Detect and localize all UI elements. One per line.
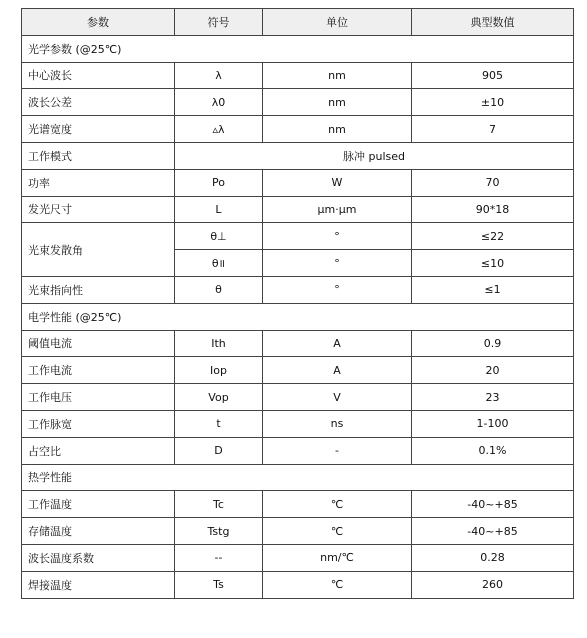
unit-cell: ° [263, 276, 412, 303]
header-symbol: 符号 [175, 9, 263, 36]
table-row [22, 330, 574, 357]
param-cell: 光谱宽度 [22, 116, 175, 143]
table-header-row [22, 9, 574, 36]
param-cell: 工作电流 [22, 357, 175, 384]
table-row [22, 384, 574, 411]
unit-cell: A [263, 330, 412, 357]
header-param: 参数 [22, 9, 175, 36]
param-cell: 光束发散角 [22, 223, 175, 277]
unit-cell: ℃ [263, 571, 412, 598]
unit-cell: ℃ [263, 518, 412, 545]
section-title: 电学性能 (@25℃) [22, 303, 574, 330]
symbol-cell: L [175, 196, 263, 223]
param-cell: 波长温度系数 [22, 544, 175, 571]
unit-cell: nm [263, 89, 412, 116]
unit-cell: nm [263, 62, 412, 89]
table-row [22, 437, 574, 464]
value-cell: 90*18 [412, 196, 574, 223]
unit-cell: - [263, 437, 412, 464]
unit-cell: ° [263, 250, 412, 277]
symbol-cell: λ [175, 62, 263, 89]
table-row [22, 571, 574, 598]
value-cell: 7 [412, 116, 574, 143]
unit-cell: μm·μm [263, 196, 412, 223]
param-cell: 光束指向性 [22, 276, 175, 303]
unit-cell: ° [263, 223, 412, 250]
param-cell: 工作电压 [22, 384, 175, 411]
symbol-cell: Po [175, 169, 263, 196]
value-cell: -40~+85 [412, 491, 574, 518]
symbol-cell: Ts [175, 571, 263, 598]
symbol-cell: Vop [175, 384, 263, 411]
unit-cell: nm [263, 116, 412, 143]
value-cell: 1-100 [412, 410, 574, 437]
value-cell: 905 [412, 62, 574, 89]
param-cell: 阈值电流 [22, 330, 175, 357]
header-value: 典型数值 [412, 9, 574, 36]
value-cell: 70 [412, 169, 574, 196]
param-cell: 中心波长 [22, 62, 175, 89]
header-unit: 单位 [263, 9, 412, 36]
table-row [22, 89, 574, 116]
symbol-cell: ▵λ [175, 116, 263, 143]
unit-cell: ℃ [263, 491, 412, 518]
symbol-cell: λ0 [175, 89, 263, 116]
symbol-cell: θ [175, 276, 263, 303]
unit-cell: ns [263, 410, 412, 437]
value-cell: 0.1% [412, 437, 574, 464]
param-cell: 工作模式 [22, 142, 175, 169]
value-cell: 260 [412, 571, 574, 598]
symbol-cell: Tc [175, 491, 263, 518]
table-row [22, 276, 574, 303]
symbol-cell: Iop [175, 357, 263, 384]
value-cell: 0.28 [412, 544, 574, 571]
table-row [22, 357, 574, 384]
symbol-cell: t [175, 410, 263, 437]
section-optical [22, 35, 574, 62]
table-row [22, 62, 574, 89]
unit-cell: W [263, 169, 412, 196]
table-row [22, 142, 574, 169]
table-row [22, 116, 574, 143]
table-row [22, 518, 574, 545]
symbol-cell: θ⊥ [175, 223, 263, 250]
table-row [22, 491, 574, 518]
param-cell: 波长公差 [22, 89, 175, 116]
value-cell: -40~+85 [412, 518, 574, 545]
value-cell: 0.9 [412, 330, 574, 357]
section-thermal [22, 464, 574, 491]
table-row [22, 196, 574, 223]
symbol-cell: D [175, 437, 263, 464]
param-cell: 焊接温度 [22, 571, 175, 598]
param-cell: 工作脉宽 [22, 410, 175, 437]
value-cell: ≤10 [412, 250, 574, 277]
param-cell: 发光尺寸 [22, 196, 175, 223]
symbol-cell: Ith [175, 330, 263, 357]
value-cell: ≤22 [412, 223, 574, 250]
table-row [22, 544, 574, 571]
symbol-cell: Tstg [175, 518, 263, 545]
unit-cell: A [263, 357, 412, 384]
param-cell: 功率 [22, 169, 175, 196]
spec-table [21, 8, 574, 599]
param-cell: 占空比 [22, 437, 175, 464]
param-cell: 工作温度 [22, 491, 175, 518]
value-cell: ≤1 [412, 276, 574, 303]
section-title: 光学参数 (@25℃) [22, 35, 574, 62]
value-cell: 20 [412, 357, 574, 384]
section-electrical [22, 303, 574, 330]
symbol-cell: -- [175, 544, 263, 571]
table-row [22, 410, 574, 437]
symbol-cell: θ॥ [175, 250, 263, 277]
value-cell: 23 [412, 384, 574, 411]
table-row [22, 223, 574, 250]
value-cell: ±10 [412, 89, 574, 116]
value-cell: 脉冲 pulsed [175, 142, 574, 169]
table-row [22, 169, 574, 196]
section-title: 热学性能 [22, 464, 574, 491]
unit-cell: nm/℃ [263, 544, 412, 571]
unit-cell: V [263, 384, 412, 411]
param-cell: 存储温度 [22, 518, 175, 545]
